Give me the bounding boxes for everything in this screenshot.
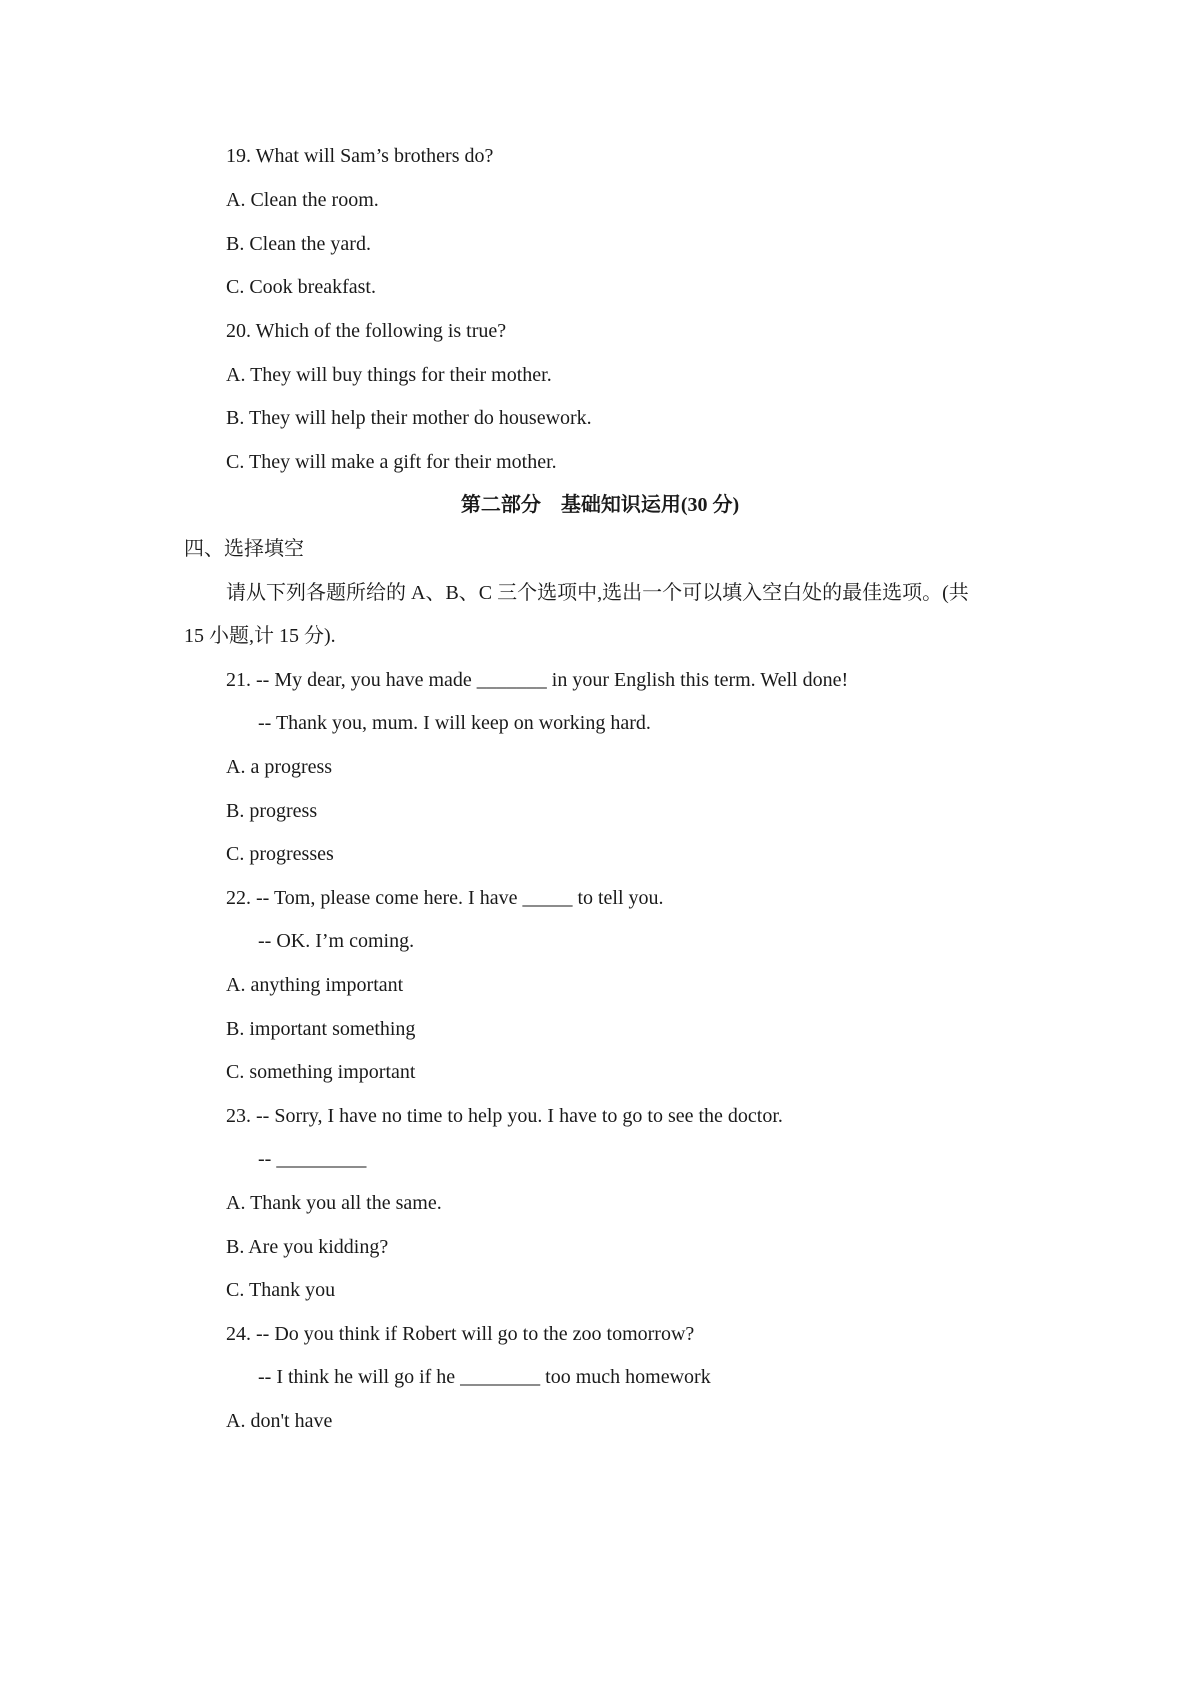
section-instruction-line1: 请从下列各题所给的 A、B、C 三个选项中,选出一个可以填入空白处的最佳选项。(共 [226,582,969,604]
section-title: 第二部分 基础知识运用(30 分) [460,494,740,516]
question-23-option-a: A. Thank you all the same. [226,1192,442,1214]
question-22-option-b: B. important something [226,1018,416,1040]
question-19-option-b: B. Clean the yard. [226,233,371,255]
question-20-option-a: A. They will buy things for their mother. [226,364,552,386]
question-21-stem: 21. -- My dear, you have made _______ in your English this term. Well done! [226,669,849,691]
question-23-reply: -- _________ [258,1148,367,1170]
section-subtitle: 四、选择填空 [184,538,304,560]
question-19-option-a: A. Clean the room. [226,189,379,211]
question-19-stem: 19. What will Sam’s brothers do? [226,145,494,167]
question-22-reply: -- OK. I’m coming. [258,930,415,952]
question-22-option-a: A. anything important [226,974,404,996]
question-21-reply: -- Thank you, mum. I will keep on working hard. [258,712,651,734]
question-20-option-b: B. They will help their mother do housework. [226,407,592,429]
question-20-option-c: C. They will make a gift for their mother. [226,451,557,473]
section-instruction-line2: 15 小题,计 15 分). [184,625,336,647]
question-24-stem: 24. -- Do you think if Robert will go to the zoo tomorrow? [226,1323,695,1345]
question-21-option-c: C. progresses [226,843,334,865]
question-22-option-c: C. something important [226,1061,416,1083]
question-23-option-b: B. Are you kidding? [226,1236,389,1258]
question-23-stem: 23. -- Sorry, I have no time to help you. I have to go to see the doctor. [226,1105,783,1127]
question-19-option-c: C. Cook breakfast. [226,276,376,298]
question-22-stem: 22. -- Tom, please come here. I have _____ to tell you. [226,887,664,909]
question-21-option-b: B. progress [226,800,318,822]
question-24-option-a: A. don't have [226,1410,333,1432]
question-21-option-a: A. a progress [226,756,333,778]
question-24-reply: -- I think he will go if he ________ too much homework [258,1366,711,1388]
question-20-stem: 20. Which of the following is true? [226,320,507,342]
question-23-option-c: C. Thank you [226,1279,336,1301]
